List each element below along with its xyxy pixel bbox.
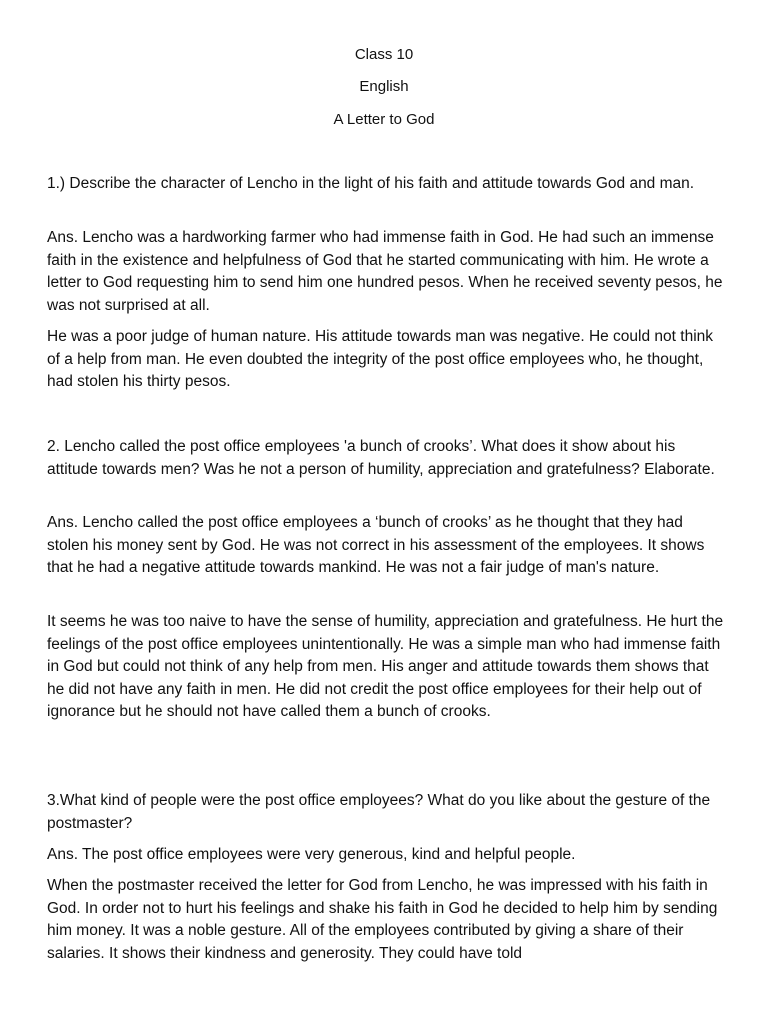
question-2 <box>47 436 727 481</box>
question-text: 1.) Describe the character of Lencho in the light of his faith and attitude towards God and man. <box>47 175 695 192</box>
question-3 <box>47 790 727 835</box>
question-text: 2. Lencho called the post office employees 'a bunch of crooks’. What does it show about his attitude towards men? Was he not a person of humility, appreciation and gratefulness? Elaborate. <box>47 438 715 478</box>
answer-3-paragraph-2 <box>47 875 727 965</box>
class-heading: Class 10 <box>354 46 414 63</box>
question-1 <box>47 173 727 196</box>
answer-text: Ans. The post office employees were very generous, kind and helpful people. <box>47 846 576 863</box>
chapter-title: A Letter to God <box>333 111 435 128</box>
question-text: 3.What kind of people were the post office employees? What do you like about the gesture of the postmaster? <box>47 792 711 832</box>
answer-text: Ans. Lencho called the post office employees a ‘bunch of crooks’ as he thought that they had stolen his money sent by God. He was not correct in his assessment of the employees. It shows that he had a negative attitude towards mankind. He was not a fair judge of man's nature. <box>47 514 705 577</box>
answer-text: When the postmaster received the letter for God from Lencho, he was impressed with his faith in God. In order not to hurt his feelings and shake his faith in God he decided to help him by sending him money. It was a noble gesture. All of the employees contributed by giving a share of their salaries. It shows their kindness and generosity. They could have told <box>47 877 718 962</box>
subject-heading: English <box>359 78 409 95</box>
answer-text: Ans. Lencho was a hardworking farmer who had immense faith in God. He had such an immense faith in the existence and helpfulness of God that he started communicating with him. He wrote a letter to God requesting him to send him one hundred pesos. When he received seventy pesos, he was not surprised at all. <box>47 229 723 314</box>
answer-3-paragraph-1 <box>47 844 727 867</box>
answer-1-paragraph-1 <box>47 227 727 317</box>
answer-1-paragraph-2 <box>47 326 727 394</box>
answer-text: It seems he was too naive to have the sense of humility, appreciation and gratefulness. He hurt the feelings of the post office employees unintentionally. He was a simple man who had immense faith in God but could not think of any help from men. His anger and attitude towards them shows that he did not have any faith in men. He did not credit the post office employees for their help out of ignorance but he should not have called them a bunch of crooks. <box>47 613 724 721</box>
answer-text: He was a poor judge of human nature. His attitude towards man was negative. He could not think of a help from man. He even doubted the integrity of the post office employees who, he thought, had stolen his thirty pesos. <box>47 328 714 391</box>
answer-2-paragraph-1 <box>47 512 727 580</box>
answer-2-paragraph-2 <box>47 611 727 724</box>
